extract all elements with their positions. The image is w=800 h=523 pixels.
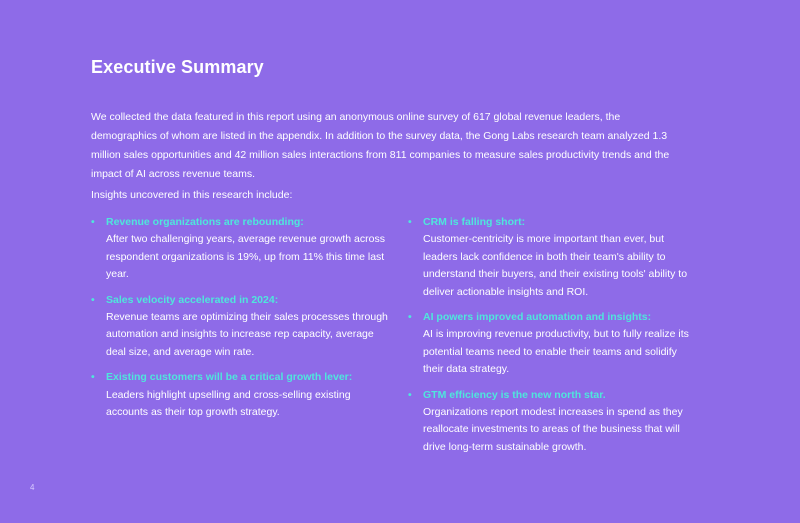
bullet-icon: • [91,216,95,228]
list-item [408,309,698,379]
insight-heading: AI powers improved automation and insights: [423,311,652,324]
insight-heading: Revenue organizations are rebounding: [106,216,304,228]
insights-lead: Insights uncovered in this research include: [91,189,293,201]
insight-text: After two challenging years, average revenue growth across respondent organizations is 19%, up from 11% this time last year. [106,233,385,281]
insight-text: AI is improving revenue productivity, but to fully realize its potential teams need to enable their teams and solidify their data strategy. [423,328,689,376]
insight-text: Revenue teams are optimizing their sales processes through automation and insights to increase rep capacity, average deal size, and average win rate. [106,311,388,358]
insight-text: Organizations report modest increases in spend as they reallocate investments to areas of the business that will drive long-term sustainable growth. [423,406,683,453]
insight-text: Customer-centricity is more important than ever, but leaders lack confidence in both their team's ability to understand their buyers, and their existing tools' ability to deliver actionable insights and ROI. [423,233,688,298]
list-item [91,214,391,284]
insight-heading: Existing customers will be a critical growth lever: [106,371,353,384]
insight-heading: GTM efficiency is the new north star. [423,388,606,401]
list-item [408,387,698,457]
bullet-icon: • [408,388,412,401]
list-item [408,214,698,301]
page-number: 4 [30,483,35,492]
page-title: Executive Summary [91,57,264,77]
insight-heading: Sales velocity accelerated in 2024: [106,293,279,306]
bullet-icon: • [408,216,412,228]
insights-list-right [408,214,698,464]
insight-text: Leaders highlight upselling and cross-selling existing accounts as their top growth strategy. [106,388,351,419]
list-item [91,292,391,362]
bullet-icon: • [408,311,412,324]
list-item [91,369,391,421]
bullet-icon: • [91,293,95,306]
intro-paragraph: We collected the data featured in this report using an anonymous online survey of 617 global revenue leaders, the demographics of whom are listed in the appendix. In addition to the survey data, the Gong Labs research team analyzed 1.3 million sales opportunities and 42 million sales interactions from 811 companies to measure sales productivity trends and the impact of AI across revenue teams. [91,111,670,180]
bullet-icon: • [91,371,95,384]
insights-list-left [91,214,391,429]
insight-heading: CRM is falling short: [423,216,526,228]
